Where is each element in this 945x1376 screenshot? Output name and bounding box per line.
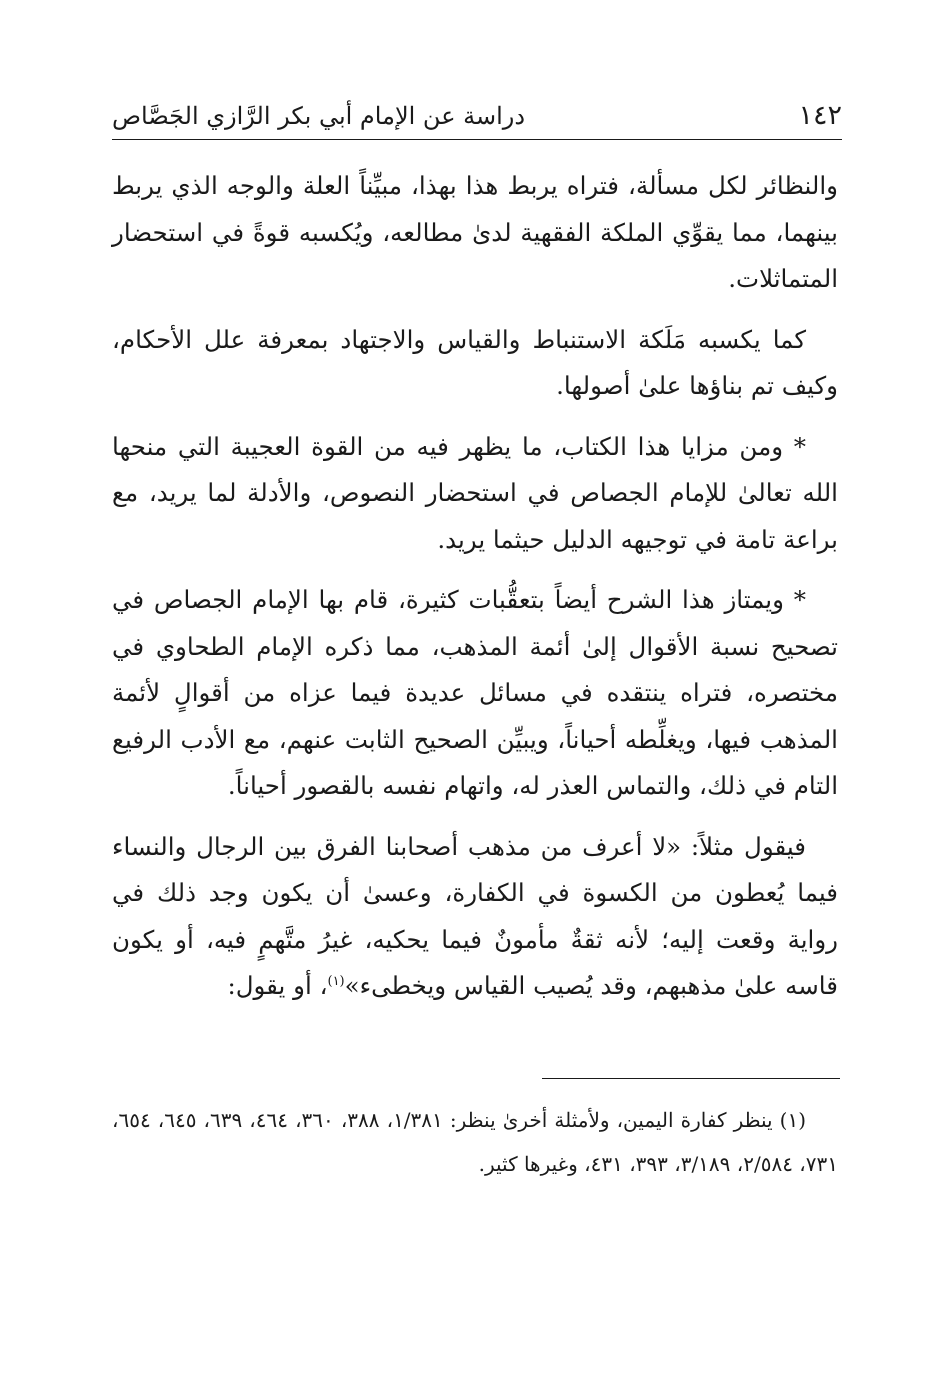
footnote-reference: (١) bbox=[327, 973, 345, 989]
paragraph-4: * ويمتاز هذا الشرح أيضاً بتعقُّبات كثيرة، قام بها الإمام الجصاص في تصحيح نسبة الأقوال إلىٰ أئمة المذهب، مما ذكره الإمام الطحاوي في مختصره، فتراه ينتقده في مسائل عديدة فيما عزاه من أقوالٍ لأئمة المذهب فيها، ويغلِّطه أحياناً، ويبيِّن الصحيح الثابت عنهم، مع الأدب الرفيع التام في ذلك، والتماس العذر له، واتهام نفسه بالقصور أحياناً. bbox=[112, 585, 838, 800]
running-title: دراسة عن الإمام أبي بكر الرَّازي الجَصَّاص bbox=[112, 102, 526, 130]
paragraph-2: كما يكسبه مَلَكة الاستنباط والقياس والاجتهاد بمعرفة علل الأحكام، وكيف تم بناؤها علىٰ أصولها. bbox=[112, 324, 838, 400]
paragraph-3: * ومن مزايا هذا الكتاب، ما يظهر فيه من القوة العجيبة التي منحها الله تعالىٰ للإمام الجصاص في استحضار النصوص، والأدلة لما يريد، مع براعة تامة في توجيهه الدليل حيثما يريد. bbox=[112, 431, 838, 554]
paragraph-5 bbox=[112, 824, 838, 1010]
body-text bbox=[112, 163, 838, 1024]
footnote-rule bbox=[542, 1078, 840, 1079]
quote-text: فيقول مثلاً: «لا أعرف من مذهب أصحابنا الفرق بين الرجال والنساء فيما يُعطون من الكسوة في الكفارة، وعسىٰ أن يكون وجد ذلك في رواية وقعت إليه؛ لأنه ثقةٌ مأمونٌ فيما يحكيه، غيرُ متَّهمٍ فيه، أو يكون قاسه علىٰ مذهبهم، وقد يُصيب القياس ويخطىء» bbox=[112, 831, 838, 1000]
running-header bbox=[112, 92, 842, 136]
paragraph-1: والنظائر لكل مسألة، فتراه يربط هذا بهذا، مبيِّناً العلة والوجه الذي يربط بينهما، مما يقوِّي الملكة الفقهية لدىٰ مطالعه، ويُكسبه قوةً في استحضار المتماثلات. bbox=[112, 171, 838, 293]
page-number: ١٤٢ bbox=[798, 100, 842, 131]
quote-tail: ، أو يقول: bbox=[227, 971, 328, 1000]
header-rule bbox=[112, 139, 842, 140]
footnote: (١) ينظر كفارة اليمين، ولأمثلة أخرىٰ ينظر: ١/٣٨١، ٣٨٨، ٣٦٠، ٤٦٤، ٦٣٩، ٦٤٥، ٦٥٤، ٧٣١، ٢/٥٨٤، ٣/١٨٩، ٣٩٣، ٤٣١، وغيرها كثير. bbox=[112, 1108, 838, 1176]
